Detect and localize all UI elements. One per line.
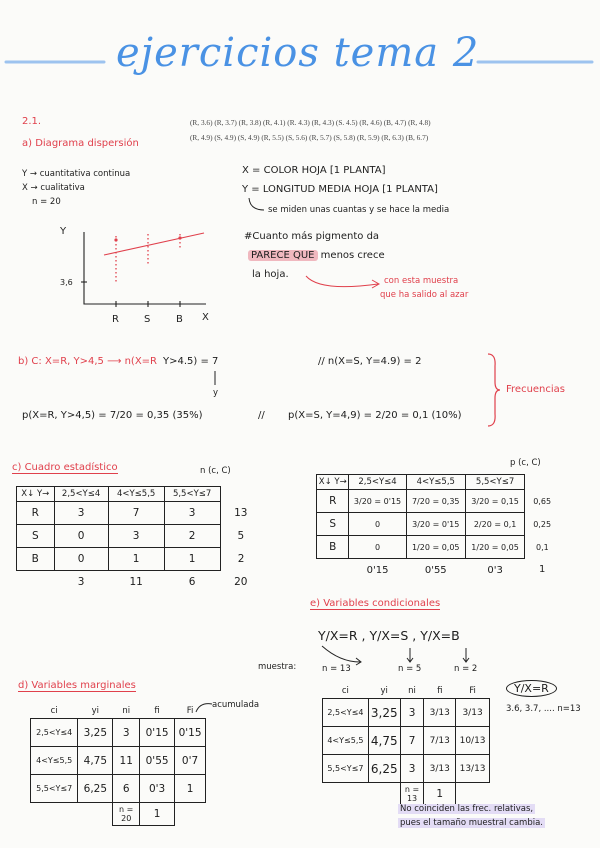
table-cell: 1: [140, 803, 175, 826]
table-cell: 11: [129, 576, 143, 588]
table-cell: 4<Y≤5,5: [31, 747, 78, 775]
table-cell: 0'55: [140, 747, 175, 775]
table-cell: 1: [424, 783, 456, 806]
table-cell: n = 20: [113, 803, 140, 826]
plot-x-tick-s: S: [144, 314, 151, 325]
b-arrow-down: [210, 370, 220, 388]
plot-axes: [81, 232, 206, 307]
table-cell: 3/20 = 0,15: [465, 490, 524, 513]
table-header: Fi: [186, 706, 194, 716]
table-row: [17, 502, 262, 525]
table-marginal: [30, 704, 206, 826]
table-cell: 11: [113, 747, 140, 775]
table-cell: R: [17, 502, 55, 525]
observation-note-arrow: [304, 270, 384, 294]
table-cell: 3/20 = 0'15: [406, 513, 465, 536]
label-p-table: p (c, C): [510, 458, 541, 468]
x-definition: X = COLOR HOJA [1 PLANTA]: [242, 165, 386, 176]
table-row: [17, 548, 262, 571]
table-row: [317, 536, 560, 559]
table-cell: 2/20 = 0,1: [465, 513, 524, 536]
table-cell: 1: [164, 548, 220, 571]
table-n-header: [220, 487, 261, 502]
table-cell: 7: [108, 502, 164, 525]
table-cell: [456, 783, 490, 806]
table-cell: 0,65: [533, 496, 552, 506]
printed-data-line-1: (R, 3.6) (R, 3.7) (R, 3.8) (R, 4.1) (R. 4.3) (R, 4.3) (S. 4.5) (R, 4.6) (B, 4.7) (R, 4.8): [190, 118, 431, 127]
x-variable-type: X → cualitativa: [22, 183, 85, 193]
b-line-1: [18, 356, 218, 367]
data-point: [114, 238, 117, 241]
label-n-table: n (c, C): [200, 466, 231, 476]
table-cell: 1: [175, 775, 206, 803]
table-cell: 7: [400, 727, 424, 755]
table-cell: 3,25: [78, 719, 113, 747]
table-cell: 2,5<Y≤4: [31, 719, 78, 747]
observation-note-1: con esta muestra: [384, 276, 459, 286]
table-cell: 0'15: [366, 564, 389, 576]
table-cell: [317, 559, 349, 582]
table-row: [317, 490, 560, 513]
table-row: [31, 775, 206, 803]
table-header: ci: [50, 706, 58, 716]
table-cell: 0'7: [175, 747, 206, 775]
observation-note-2: que ha salido al azar: [380, 290, 469, 300]
y-definition: Y = LONGITUD MEDIA HOJA [1 PLANTA]: [242, 184, 438, 195]
table-cell: 3: [164, 502, 220, 525]
table-cell: 6,25: [368, 755, 400, 783]
table-cell: 0'3: [140, 775, 175, 803]
n-value-b: n = 2: [454, 664, 478, 674]
observation-line-1: #Cuanto más pigmento da: [244, 231, 380, 242]
heading-d-text: d) Variables marginales: [18, 680, 136, 691]
table-p: [316, 474, 560, 581]
table-cell: [31, 803, 78, 826]
table-cell: [175, 803, 206, 826]
table-p-header: X↓ Y→: [317, 475, 349, 490]
n-value-r: n = 13: [322, 664, 351, 674]
values-note: 3.6, 3.7, .... n=13: [506, 704, 581, 714]
table-cell: 7/20 = 0,35: [406, 490, 465, 513]
table-cell: 3: [54, 502, 108, 525]
table-row: [31, 719, 206, 747]
table-p-header: 2,5<Y≤4: [349, 475, 406, 490]
table-cell: 3/20 = 0'15: [349, 490, 406, 513]
table-cell: 1: [538, 564, 546, 576]
table-cell: S: [17, 525, 55, 548]
table-cell: 1/20 = 0,05: [406, 536, 465, 559]
y-variable-type: Y → cuantitativa continua: [22, 169, 131, 179]
table-cell: 3: [108, 525, 164, 548]
table-cell: 3/13: [456, 699, 490, 727]
table-cell: 2: [237, 553, 245, 565]
table-n: [16, 486, 262, 593]
observation-line-2-rest: menos crece: [317, 250, 385, 261]
table-cell: 0'15: [140, 719, 175, 747]
conclusion-note-2-text: pues el tamaño muestral cambia.: [400, 818, 544, 828]
table-header: fi: [437, 686, 443, 696]
heading-e-text: e) Variables condicionales: [310, 598, 441, 609]
table-n-header: 2,5<Y≤4: [54, 487, 108, 502]
section-number: 2.1.: [22, 116, 42, 127]
plot-x-label: X: [202, 312, 209, 323]
table-n-header: X↓ Y→: [17, 487, 55, 502]
table-header: ni: [122, 706, 131, 716]
b-line-2-a: p(X=R, Y>4,5) = 7/20 = 0,35 (35%): [22, 410, 203, 421]
conditional-arrows: [300, 644, 500, 666]
table-cell: 0: [349, 536, 406, 559]
table-row: [323, 699, 490, 727]
table-header: yi: [380, 686, 388, 696]
table-cell: B: [317, 536, 349, 559]
table-conditional: [322, 684, 490, 806]
table-cell: 13/13: [456, 755, 490, 783]
table-cell: 1: [108, 548, 164, 571]
acumulada-label: acumulada: [212, 700, 260, 710]
table-cell: 3: [400, 699, 424, 727]
table-row: [323, 783, 490, 806]
table-cell: 0: [54, 548, 108, 571]
table-cell: 4<Y≤5,5: [323, 727, 369, 755]
table-cell: 0'3: [487, 564, 503, 576]
table-header: Fi: [469, 686, 476, 696]
b-line-1-b: Y>4.5) = 7: [163, 356, 219, 367]
data-point: [178, 236, 181, 239]
table-cell: 0,1: [536, 542, 549, 552]
scatter-plot: [56, 222, 226, 328]
table-cell: [323, 783, 369, 806]
table-cell: 7/13: [424, 727, 456, 755]
table-header: ni: [408, 686, 416, 696]
table-cell: 0: [349, 513, 406, 536]
table-cell: [368, 783, 400, 806]
y-note-arrow: [246, 196, 270, 216]
observation-highlight: PARECE QUE: [248, 250, 318, 261]
table-cell: 6,25: [78, 775, 113, 803]
sample-size: n = 20: [32, 197, 61, 207]
table-cell: n = 13: [400, 783, 424, 806]
frecuencias-brace: [486, 352, 502, 428]
table-row: [17, 571, 262, 594]
trend-line: [104, 233, 204, 255]
table-p-header: 5,5<Y≤7: [465, 475, 524, 490]
y-definition-note: se miden unas cuantas y se hace la media: [268, 205, 450, 215]
frecuencias-label: Frecuencias: [506, 384, 566, 395]
page-title: ejercicios tema 2: [116, 30, 480, 76]
table-cell: 3: [77, 576, 85, 588]
table-cell: 6: [188, 576, 196, 588]
plot-x-tick-r: R: [112, 314, 119, 325]
table-cell: R: [317, 490, 349, 513]
plot-y-label: Y: [60, 226, 67, 237]
table-n-header: 4<Y≤5,5: [108, 487, 164, 502]
heading-d: [18, 680, 136, 691]
table-row: [31, 747, 206, 775]
conditional-list: Y/X=R , Y/X=S , Y/X=B: [318, 628, 460, 643]
table-cell: [17, 571, 55, 594]
b-line-1-a: b) C: X=R, Y>4,5 ⟶ n(X=R: [18, 356, 157, 367]
table-row: [323, 755, 490, 783]
table-cell: 3/13: [424, 699, 456, 727]
table-row: [317, 559, 560, 582]
table-cell: 3: [113, 719, 140, 747]
table-cell: 0,25: [533, 519, 552, 529]
b-line-2-c: p(X=S, Y=4,9) = 2/20 = 0,1 (10%): [288, 410, 462, 421]
muestra-label: muestra:: [258, 662, 297, 672]
n-value-s: n = 5: [398, 664, 422, 674]
table-cell: 10/13: [456, 727, 490, 755]
table-row: [317, 513, 560, 536]
table-header: ci: [341, 686, 349, 696]
table-cell: 0'15: [175, 719, 206, 747]
heading-e: [310, 598, 440, 609]
plot-x-tick-b: B: [176, 314, 183, 325]
b-line-1-c: // n(X=S, Y=4.9) = 2: [318, 356, 422, 367]
table-cell: 0'55: [424, 564, 447, 576]
table-cell: 5: [237, 530, 245, 542]
table-cell: 1/20 = 0,05: [465, 536, 524, 559]
table-row: [31, 803, 206, 826]
table-cell: 2: [164, 525, 220, 548]
table-cell: 3: [400, 755, 424, 783]
conclusion-note-1-text: No coinciden las frec. relativas,: [400, 804, 534, 814]
table-cell: 0: [54, 525, 108, 548]
table-header: fi: [154, 706, 160, 716]
table-cell: 4,75: [78, 747, 113, 775]
table-cell: 6: [113, 775, 140, 803]
table-cell: 4,75: [368, 727, 400, 755]
table-row: [17, 525, 262, 548]
table-cell: S: [317, 513, 349, 536]
table-p-header: [525, 475, 560, 490]
table-p-header: 4<Y≤5,5: [406, 475, 465, 490]
b-line-1-y: y: [213, 388, 219, 398]
observation-line-3: la hoja.: [252, 269, 289, 280]
table-cell: 5,5<Y≤7: [323, 755, 369, 783]
table-cell: 3/13: [424, 755, 456, 783]
plot-y-tick: 3,6: [60, 278, 73, 287]
circled-condition: Y/X=R: [506, 680, 557, 697]
heading-c: [12, 462, 118, 473]
conclusion-note-1: [398, 804, 535, 814]
table-cell: 20: [234, 575, 248, 588]
table-cell: 3,25: [368, 699, 400, 727]
conclusion-note-2: [398, 818, 545, 828]
table-n-header: 5,5<Y≤7: [164, 487, 220, 502]
b-line-2-b: //: [258, 410, 265, 421]
table-header: yi: [91, 706, 100, 716]
table-cell: [78, 803, 113, 826]
printed-data-line-2: (R, 4.9) (S, 4.9) (S, 4.9) (R, 5.5) (S, 5.6) (R, 5.7) (S, 5.8) (R, 5.9) (R, 6.3) (B, 6.7): [190, 133, 429, 142]
table-cell: 13: [234, 507, 248, 519]
table-cell: 5,5<Y≤7: [31, 775, 78, 803]
heading-a: a) Diagrama dispersión: [22, 138, 139, 149]
table-cell: B: [17, 548, 55, 571]
heading-c-text: c) Cuadro estadístico: [12, 462, 118, 473]
observation-line-2: [248, 250, 385, 261]
table-cell: 2,5<Y≤4: [323, 699, 369, 727]
table-row: [323, 727, 490, 755]
